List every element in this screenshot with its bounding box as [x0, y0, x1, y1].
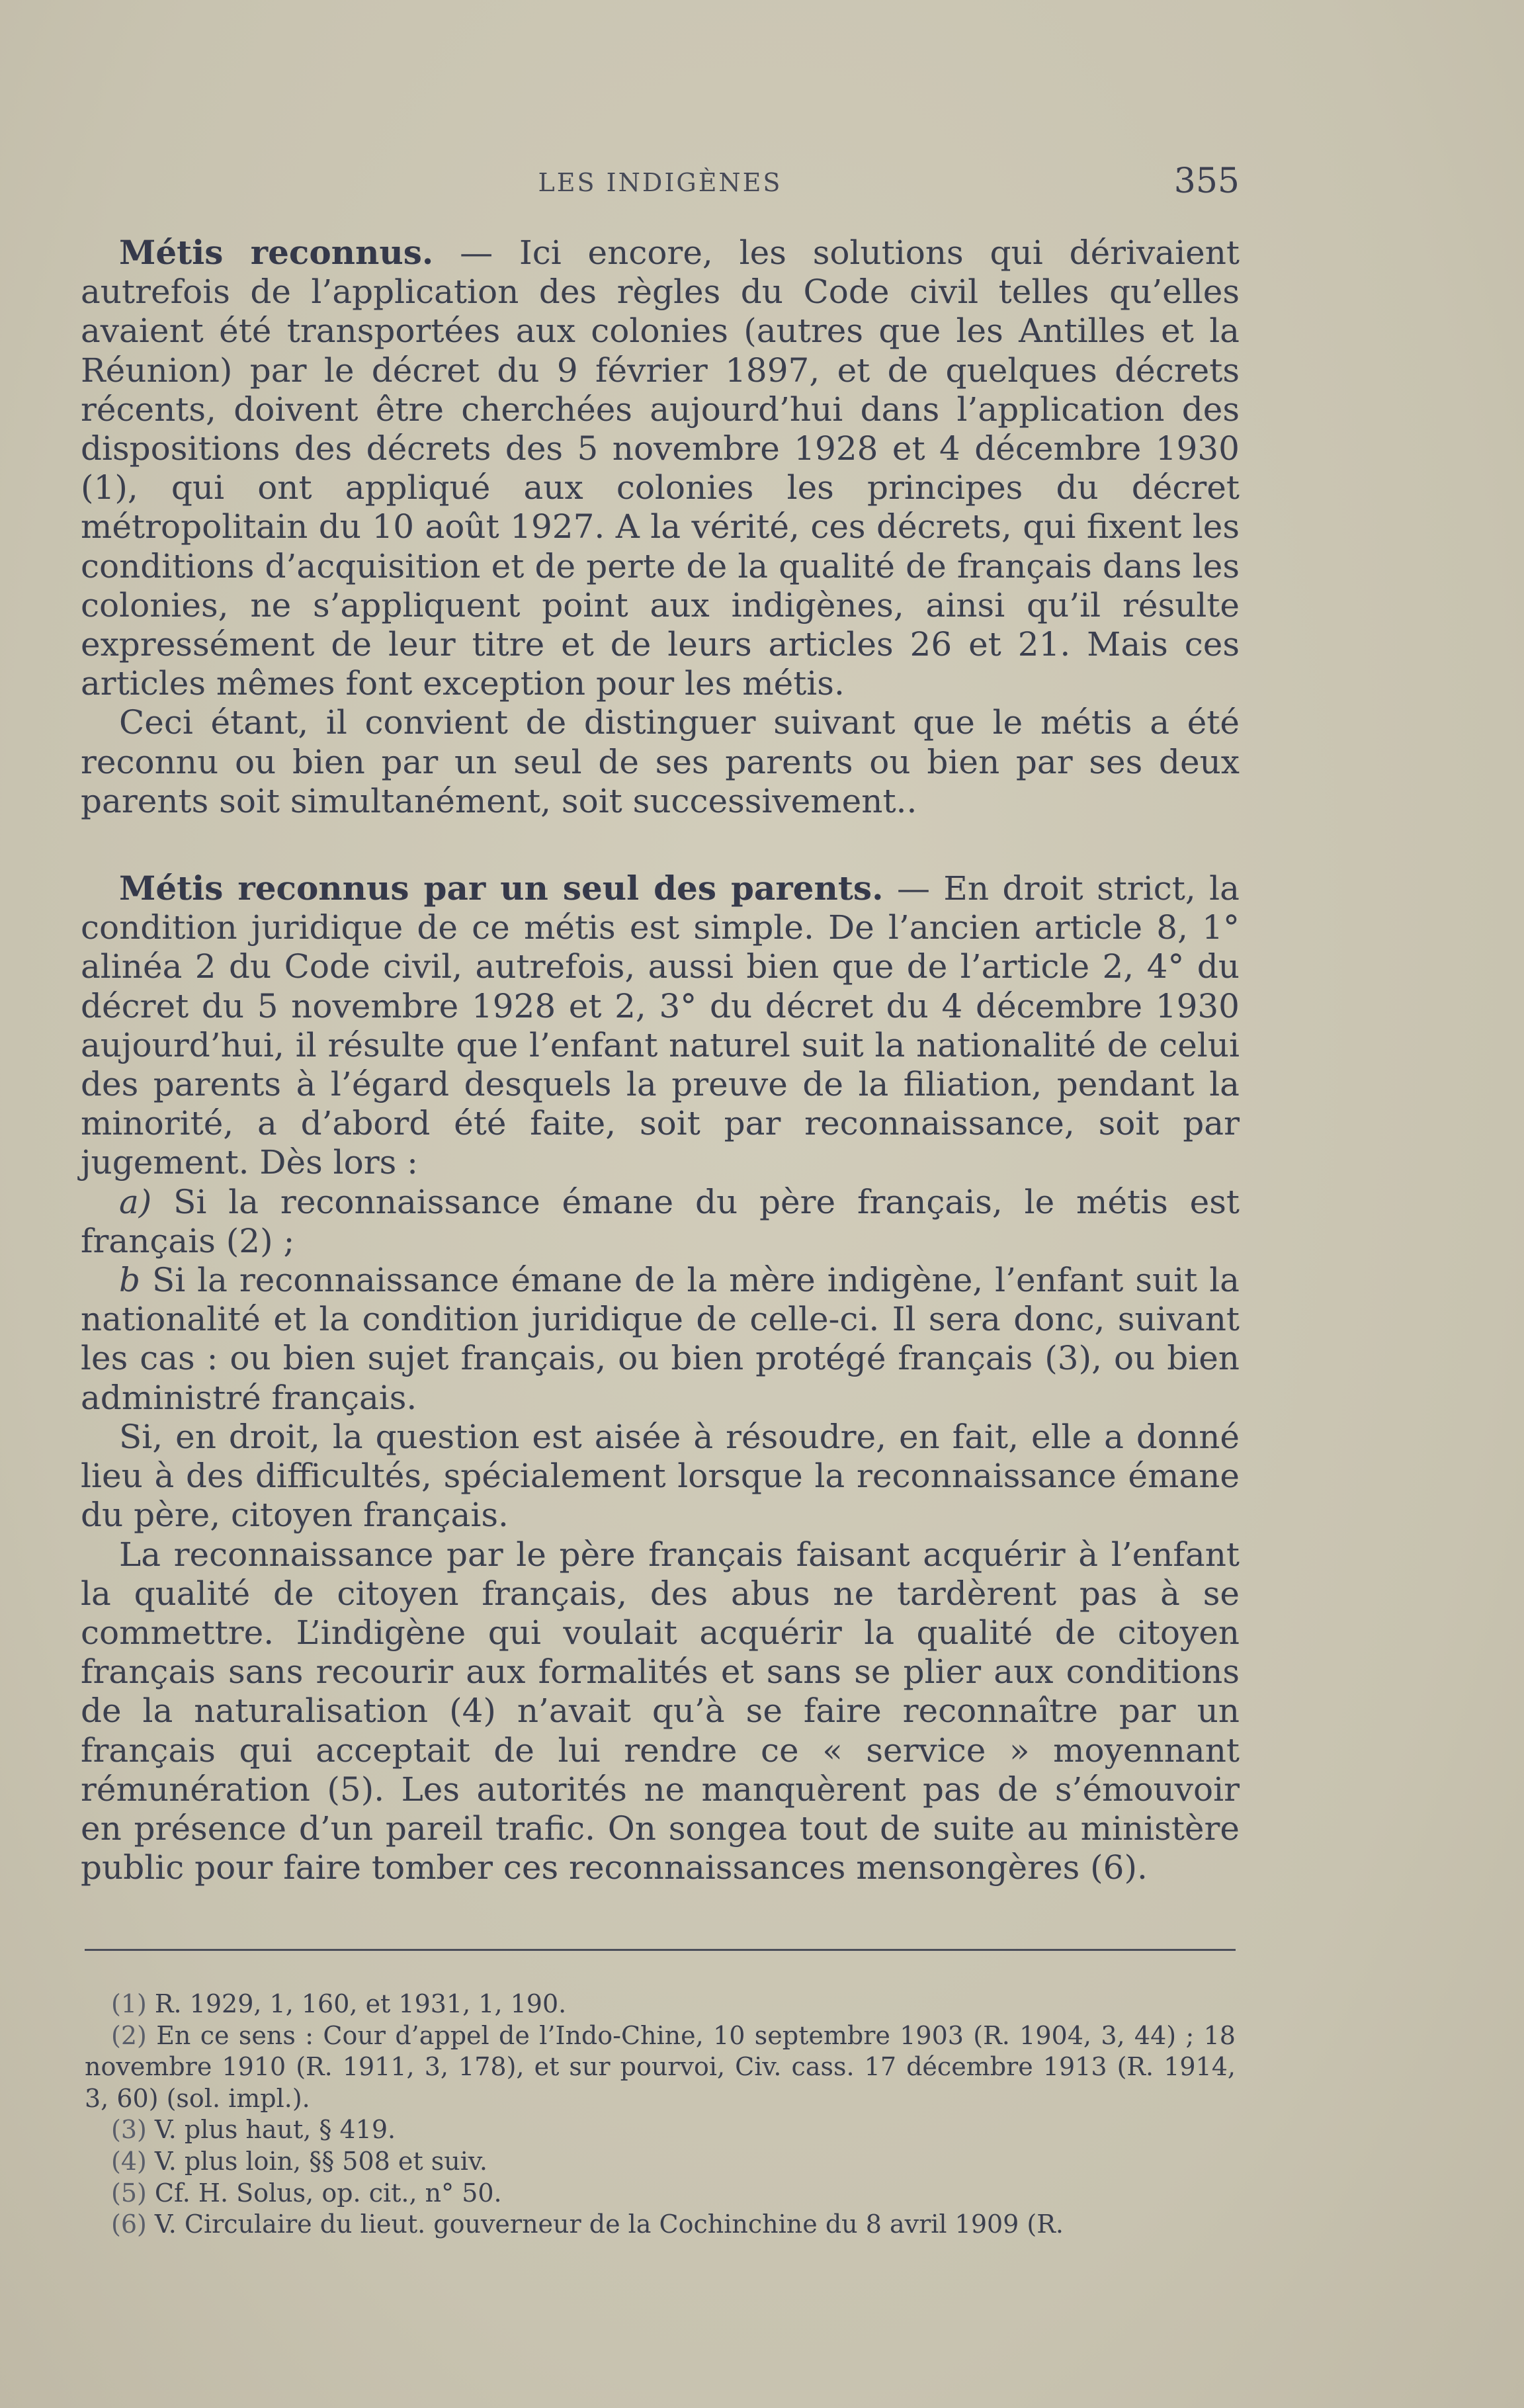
item-letter: a): [119, 1182, 152, 1221]
footnote-number: (1): [111, 1989, 147, 2018]
running-header: [81, 159, 1240, 205]
footnote-text: En ce sens : Cour d’appel de l’Indo-Chine, 10 septembre 1903 (R. 1904, 3, 44) ; 18 novembre 1910 (R. 1911, 3, 178), et sur pourvoi, Civ. cass. 17 décembre 1913 (R. 1914, 3, 60) (sol. impl.).: [85, 2020, 1236, 2113]
footnote-divider: [85, 1949, 1236, 1951]
paragraph-text: Ici encore, les solutions qui dérivaient autrefois de l’application des règles du Code civil telles qu’elles avaient été transportées aux colonies (autres que les Antilles et la Réunion) par le décret du 9 février 1897, et de quelques décrets récents, doivent être cherchées aujourd’hui dans l’application des dispositions des décrets des 5 novembre 1928 et 4 décembre 1930 (1), qui ont appliqué aux colonies les principes du décret métropolitain du 10 août 1927. A la vérité, ces décrets, qui fixent les conditions d’acquisition et de perte de la qualité de français dans les colonies, ne s’appliquent point aux indigènes, ainsi qu’il résulte expressément de leur titre et de leurs articles 26 et 21. Mais ces articles mêmes font exception pour les métis.: [81, 234, 1240, 703]
item-text: Si la reconnaissance émane de la mère indigène, l’enfant suit la nationalité et la condition juridique de celle-ci. Il sera donc, suivant les cas : ou bien sujet français, ou bien protégé français (3), ou bien administré français.: [81, 1261, 1240, 1417]
footnote-number: (4): [111, 2146, 147, 2176]
paragraph: Si, en droit, la question est aisée à résoudre, en fait, elle a donné lieu à des difficultés, spécialement lorsque la reconnaissance émane du père, citoyen français.: [81, 1417, 1240, 1535]
section-heading: Métis reconnus par un seul des parents.: [119, 869, 884, 908]
section-metis-reconnus: [81, 233, 1240, 821]
footnote-text: V. Circulaire du lieut. gouverneur de la Cochinchine du 8 avril 1909 (R.: [146, 2210, 1064, 2239]
footnote-number: (5): [111, 2178, 147, 2208]
paragraph: La reconnaissance par le père français faisant acquérir à l’enfant la qualité de citoyen français, des abus ne tardèrent pas à se commettre. L’indigène qui voulait acquérir la qualité de citoyen français sans recourir aux formalités et sans se plier aux conditions de la naturalisation (4) n’avait qu’à se faire reconnaître par un français qui acceptait de lui rendre ce « service » moyennant rémunération (5). Les autorités ne manquèrent pas de s’émouvoir en présence d’un pareil trafic. On songea tout de suite au ministère public pour faire tomber ces reconnaissances mensongères (6).: [81, 1535, 1240, 1887]
footnote-text: V. plus haut, § 419.: [146, 2115, 396, 2145]
footnote-number: (2): [111, 2020, 147, 2050]
item-text: Si la reconnaissance émane du père français, le métis est français (2) ;: [81, 1182, 1240, 1260]
running-title: LES INDIGÈNES: [538, 168, 783, 197]
item-letter: b: [119, 1261, 141, 1300]
footnotes: [85, 1989, 1236, 2241]
paragraph-text: En droit strict, la condition juridique de ce métis est simple. De l’ancien article 8, 1° alinéa 2 du Code civil, autrefois, aussi bien que de l’article 2, 4° du décret du 5 novembre 1928 et 2, 3° du décret du 4 décembre 1930 aujourd’hui, il résulte que l’enfant naturel suit la nationalité de celui des parents à l’égard desquels la preuve de la filiation, pendant la minorité, a d’abord été faite, soit par reconnaissance, soit par jugement. Dès lors :: [81, 869, 1240, 1182]
footnote: [85, 2146, 1236, 2178]
heading-dash: —: [433, 234, 519, 272]
heading-dash: —: [883, 869, 944, 908]
footnote: [85, 2209, 1236, 2241]
paragraph: Ceci étant, il convient de distinguer suivant que le métis a été reconnu ou bien par un seul de ses parents ou bien par ses deux parents soit simultanément, soit successivement..: [81, 703, 1240, 820]
footnote-number: (3): [111, 2115, 147, 2145]
footnote: [85, 2020, 1236, 2115]
footnote-text: Cf. H. Solus, op. cit., n° 50.: [146, 2178, 502, 2208]
footnote-number: (6): [111, 2210, 147, 2239]
paragraph: [81, 869, 1240, 1183]
footnote: [85, 1989, 1236, 2020]
footnote: [85, 2114, 1236, 2146]
footnote: [85, 2178, 1236, 2210]
body-text: [81, 233, 1240, 1887]
section-metis-reconnus-un-parent: [81, 869, 1240, 1887]
list-item-b: [81, 1261, 1240, 1418]
footnote-text: V. plus loin, §§ 508 et suiv.: [146, 2146, 487, 2176]
paragraph: [81, 233, 1240, 703]
page-number: 355: [1173, 161, 1240, 201]
footnote-text: R. 1929, 1, 160, et 1931, 1, 190.: [146, 1989, 567, 2018]
list-item-a: [81, 1183, 1240, 1261]
section-heading: Métis reconnus.: [119, 233, 434, 272]
